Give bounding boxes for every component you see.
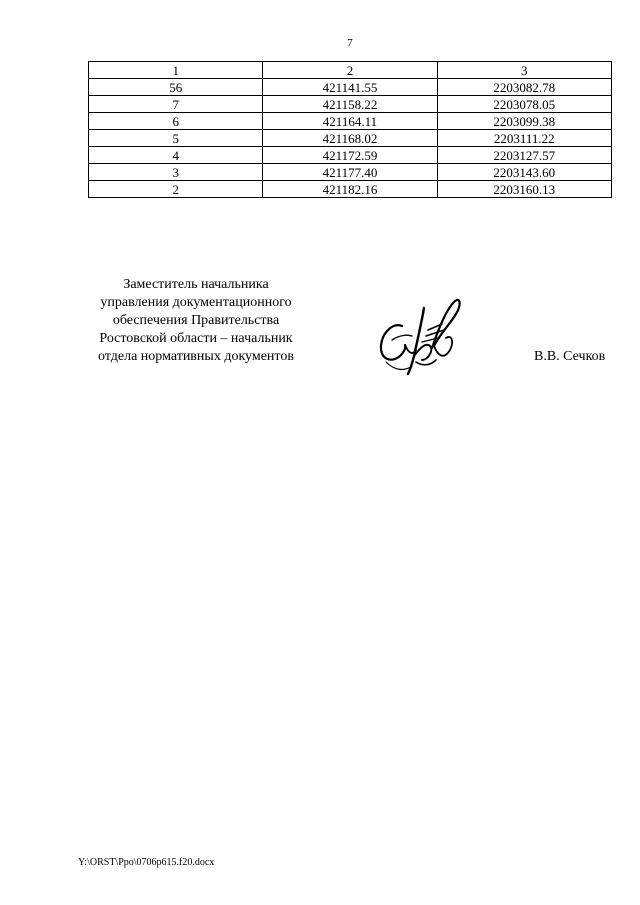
- document-file-path: Y:\ORST\Ppo\0706p615.f20.docx: [78, 857, 215, 868]
- y-coordinate-cell: 2203111.22: [437, 130, 611, 147]
- table-row: [89, 96, 612, 113]
- x-coordinate-cell: 421158.22: [263, 96, 437, 113]
- position-line: Ростовской области – начальник: [99, 331, 293, 346]
- x-coordinate-cell: 421164.11: [263, 113, 437, 130]
- x-coordinate-cell: 421177.40: [263, 164, 437, 181]
- coordinates-table: [88, 61, 612, 198]
- point-number-cell: 5: [89, 130, 263, 147]
- table-row: [89, 147, 612, 164]
- y-coordinate-cell: 2203082.78: [437, 79, 611, 96]
- table-row: [89, 113, 612, 130]
- table-row: [89, 181, 612, 198]
- x-coordinate-cell: 421172.59: [263, 147, 437, 164]
- signatory-position: [80, 276, 312, 366]
- point-number-cell: 6: [89, 113, 263, 130]
- signer-name: В.В. Сечков: [534, 349, 606, 364]
- x-coordinate-cell: 421168.02: [263, 130, 437, 147]
- point-number-cell: 2: [89, 181, 263, 198]
- table-row: [89, 130, 612, 147]
- handwritten-signature-icon: [372, 290, 470, 380]
- position-line: управления документационного: [100, 295, 292, 310]
- y-coordinate-cell: 2203160.13: [437, 181, 611, 198]
- position-line: отдела нормативных документов: [98, 349, 294, 364]
- y-coordinate-cell: 2203078.05: [437, 96, 611, 113]
- y-coordinate-cell: 2203127.57: [437, 147, 611, 164]
- y-coordinate-cell: 2203099.38: [437, 113, 611, 130]
- x-coordinate-cell: 421141.55: [263, 79, 437, 96]
- y-coordinate-cell: 2203143.60: [437, 164, 611, 181]
- table-header-row: [89, 62, 612, 79]
- table-row: [89, 79, 612, 96]
- point-number-cell: 4: [89, 147, 263, 164]
- column-header: 3: [437, 62, 611, 79]
- position-line: Заместитель начальника: [123, 277, 269, 292]
- table-row: [89, 164, 612, 181]
- point-number-cell: 7: [89, 96, 263, 113]
- position-line: обеспечения Правительства: [112, 313, 280, 328]
- x-coordinate-cell: 421182.16: [263, 181, 437, 198]
- point-number-cell: 56: [89, 79, 263, 96]
- point-number-cell: 3: [89, 164, 263, 181]
- column-header: 2: [263, 62, 437, 79]
- column-header: 1: [89, 62, 263, 79]
- page-number: 7: [347, 37, 353, 49]
